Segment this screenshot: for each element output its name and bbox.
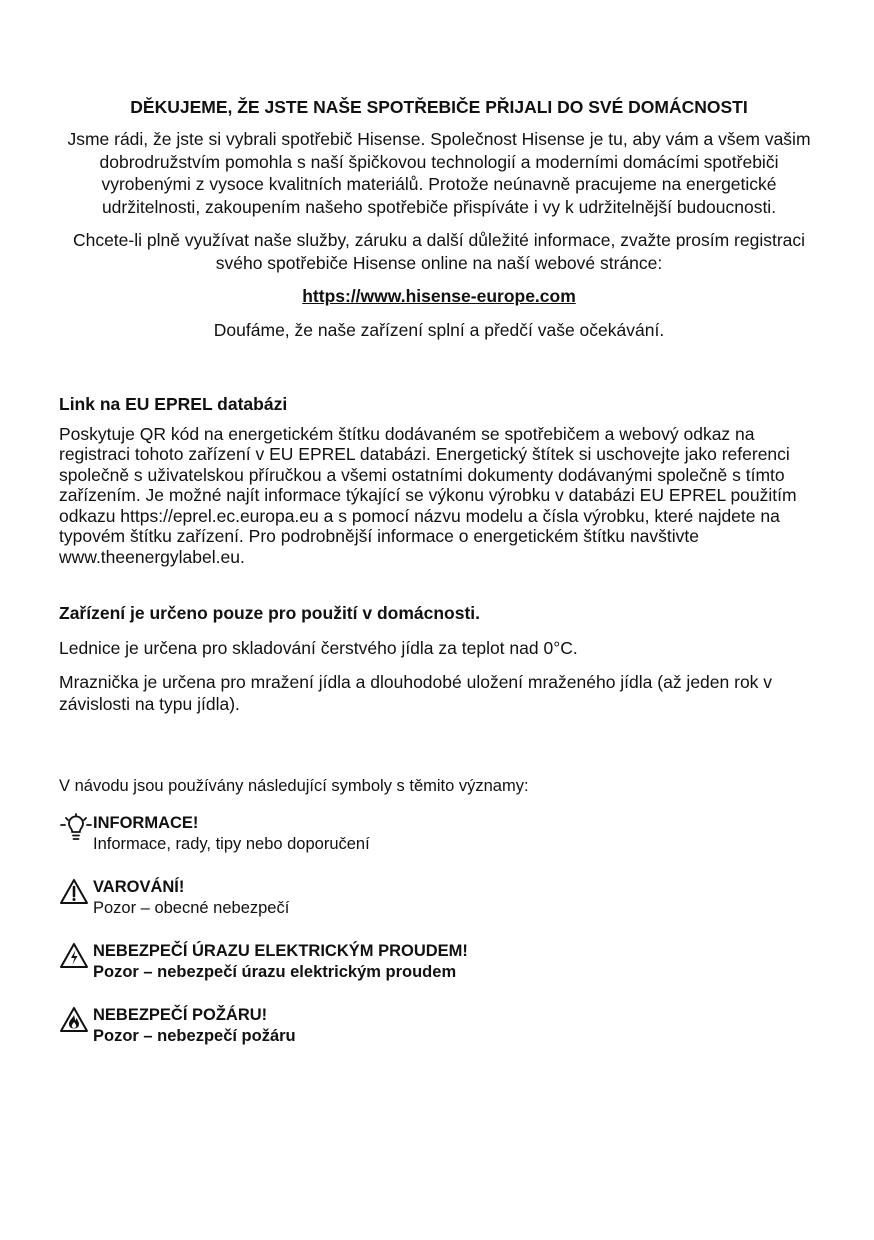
manual-page xyxy=(59,96,819,1069)
lightbulb-icon xyxy=(59,813,93,843)
symbol-warning-title: VAROVÁNÍ! xyxy=(93,878,185,896)
symbol-fire-title: NEBEZPEČÍ POŽÁRU! xyxy=(93,1006,268,1024)
usage-heading: Zařízení je určeno pouze pro použití v domácnosti. xyxy=(59,603,481,623)
symbol-fire-desc: Pozor – nebezpečí požáru xyxy=(93,1027,296,1045)
symbol-fire xyxy=(59,1005,819,1047)
symbol-warning-desc: Pozor – obecné nebezpečí xyxy=(93,899,290,917)
symbol-info-title: INFORMACE! xyxy=(93,814,199,832)
freezer-text: Mraznička je určena pro mražení jídla a dlouhodobé uložení mraženého jídla (až jeden rok v závislosti na typu jídla). xyxy=(59,672,773,714)
symbol-info-desc: Informace, rady, tipy nebo doporučení xyxy=(93,835,370,853)
registration-paragraph: Chcete-li plně využívat naše služby, záruku a další důležité informace, zvažte prosím registraci svého spotřebiče Hisense online na naší webové stránce: xyxy=(72,230,806,273)
electric-hazard-icon xyxy=(59,941,93,971)
closing-paragraph: Doufáme, že naše zařízení splní a předčí vaše očekávání. xyxy=(213,320,665,340)
symbol-electric-title: NEBEZPEČÍ ÚRAZU ELEKTRICKÝM PROUDEM! xyxy=(93,942,468,960)
symbols-intro: V návodu jsou používány následující symboly s těmito významy: xyxy=(59,777,529,795)
fridge-text: Lednice je určena pro skladování čerstvého jídla za teplot nad 0°C. xyxy=(59,638,578,658)
fire-hazard-icon xyxy=(59,1005,93,1035)
symbol-electric-desc: Pozor – nebezpečí úrazu elektrickým proudem xyxy=(93,963,457,981)
eprel-text: Poskytuje QR kód na energetickém štítku dodávaném se spotřebičem a webový odkaz na registraci tohoto zařízení v EU EPREL databázi. Energetický štítek si uschovejte jako referenci společně s uživatelskou příručkou a všemi ostatními dokumenty dodávanými společně s tímto zařízením. Je možné najít informace týkající se výkonu výrobku v databázi EU EPREL použitím odkazu https://eprel.ec.europa.eu a s pomocí názvu modelu a čísla výrobku, které najdete na typovém štítku zařízení. Pro podrobnější informace o energetickém štítku navštivte www.theenergylabel.eu. xyxy=(59,423,797,567)
page-title: DĚKUJEME, ŽE JSTE NAŠE SPOTŘEBIČE PŘIJALI DO SVÉ DOMÁCNOSTI xyxy=(130,97,748,117)
eprel-heading: Link na EU EPREL databázi xyxy=(59,393,288,414)
hisense-link[interactable]: https://www.hisense-europe.com xyxy=(302,286,576,306)
symbol-electric xyxy=(59,941,819,983)
intro-paragraph: Jsme rádi, že jste si vybrali spotřebič Hisense. Společnost Hisense je tu, aby vám a všem vašim dobrodružstvím pomohla s naší špičkovou technologií a moderními domácími spotřebiči vyrobenými z vysoce kvalitních materiálů. Protože neúnavně pracujeme na energetické udržitelnosti, zakoupením našeho spotřebiče přispíváte i vy k udržitelnější budoucnosti. xyxy=(67,129,811,217)
symbol-info xyxy=(59,813,819,855)
warning-icon xyxy=(59,877,93,907)
symbol-warning xyxy=(59,877,819,919)
